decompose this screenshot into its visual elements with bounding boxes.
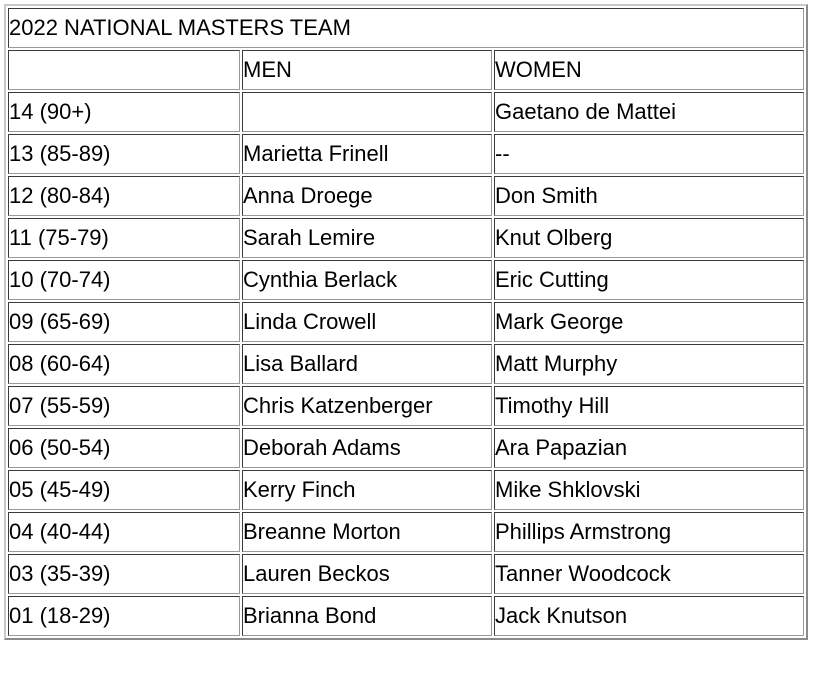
table-row: [8, 218, 804, 258]
table-row: [8, 386, 804, 426]
table-row: [8, 512, 804, 552]
header-row: [8, 50, 804, 90]
women-name-cell: Jack Knutson: [494, 596, 804, 636]
men-name-cell: Linda Crowell: [242, 302, 492, 342]
age-group-cell: 07 (55-59): [8, 386, 240, 426]
women-name-cell: Eric Cutting: [494, 260, 804, 300]
table-row: [8, 596, 804, 636]
men-name-cell: [242, 92, 492, 132]
women-name-cell: Don Smith: [494, 176, 804, 216]
women-name-cell: Knut Olberg: [494, 218, 804, 258]
masters-team-table: [4, 4, 808, 640]
men-name-cell: Deborah Adams: [242, 428, 492, 468]
men-name-cell: Marietta Frinell: [242, 134, 492, 174]
table-row: [8, 260, 804, 300]
men-name-cell: Chris Katzenberger: [242, 386, 492, 426]
age-group-cell: 04 (40-44): [8, 512, 240, 552]
age-group-cell: 12 (80-84): [8, 176, 240, 216]
women-name-cell: Mike Shklovski: [494, 470, 804, 510]
table-title: 2022 NATIONAL MASTERS TEAM: [8, 8, 804, 48]
header-men: MEN: [242, 50, 492, 90]
men-name-cell: Anna Droege: [242, 176, 492, 216]
men-name-cell: Sarah Lemire: [242, 218, 492, 258]
header-women: WOMEN: [494, 50, 804, 90]
table-row: [8, 470, 804, 510]
age-group-cell: 08 (60-64): [8, 344, 240, 384]
men-name-cell: Lisa Ballard: [242, 344, 492, 384]
women-name-cell: Timothy Hill: [494, 386, 804, 426]
age-group-cell: 14 (90+): [8, 92, 240, 132]
table-row: [8, 134, 804, 174]
women-name-cell: Tanner Woodcock: [494, 554, 804, 594]
age-group-cell: 05 (45-49): [8, 470, 240, 510]
title-row: [8, 8, 804, 48]
women-name-cell: Ara Papazian: [494, 428, 804, 468]
women-name-cell: Gaetano de Mattei: [494, 92, 804, 132]
age-group-cell: 06 (50-54): [8, 428, 240, 468]
table-row: [8, 554, 804, 594]
men-name-cell: Breanne Morton: [242, 512, 492, 552]
header-age-group: [8, 50, 240, 90]
women-name-cell: Matt Murphy: [494, 344, 804, 384]
table-row: [8, 176, 804, 216]
women-name-cell: --: [494, 134, 804, 174]
table-row: [8, 302, 804, 342]
women-name-cell: Phillips Armstrong: [494, 512, 804, 552]
age-group-cell: 11 (75-79): [8, 218, 240, 258]
age-group-cell: 13 (85-89): [8, 134, 240, 174]
men-name-cell: Lauren Beckos: [242, 554, 492, 594]
men-name-cell: Brianna Bond: [242, 596, 492, 636]
age-group-cell: 01 (18-29): [8, 596, 240, 636]
table-row: [8, 92, 804, 132]
table-row: [8, 428, 804, 468]
age-group-cell: 09 (65-69): [8, 302, 240, 342]
age-group-cell: 10 (70-74): [8, 260, 240, 300]
men-name-cell: Kerry Finch: [242, 470, 492, 510]
women-name-cell: Mark George: [494, 302, 804, 342]
men-name-cell: Cynthia Berlack: [242, 260, 492, 300]
age-group-cell: 03 (35-39): [8, 554, 240, 594]
table-row: [8, 344, 804, 384]
